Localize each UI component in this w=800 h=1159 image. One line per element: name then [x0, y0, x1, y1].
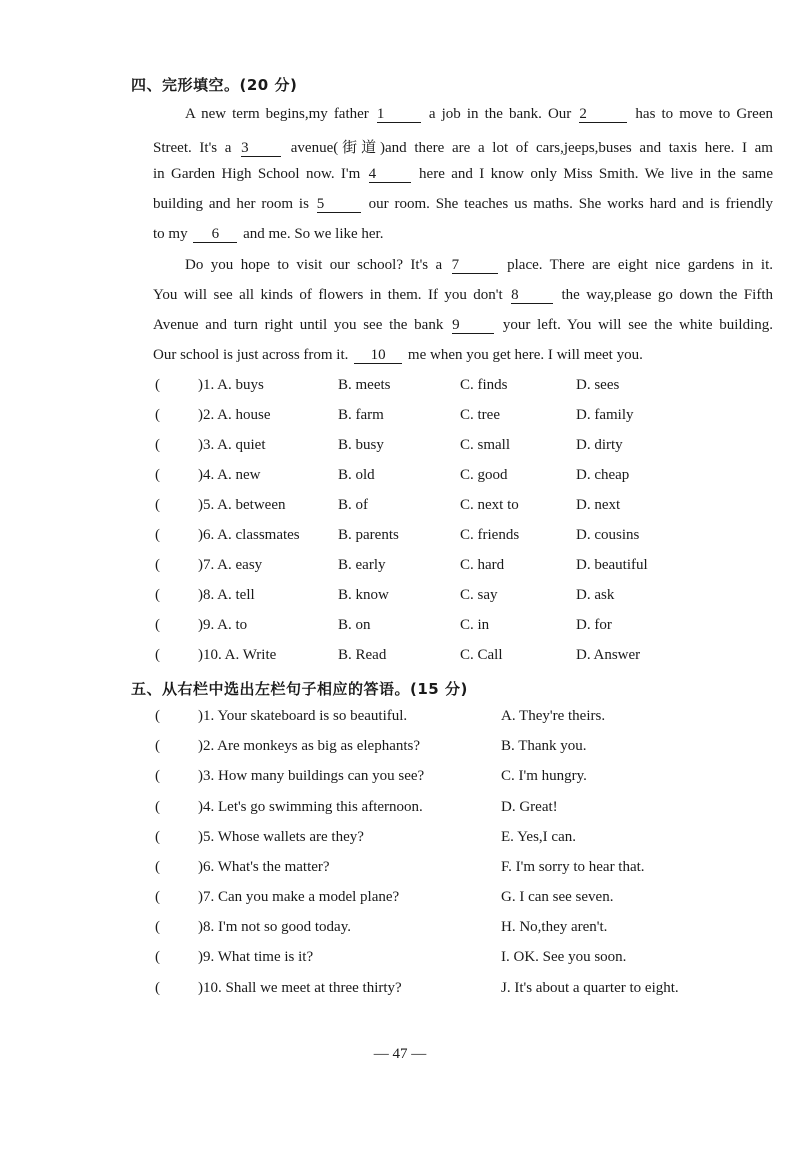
option-d: D. cheap: [576, 467, 630, 483]
match-item-10: [0, 980, 800, 1000]
answer-bracket[interactable]: (: [155, 919, 160, 935]
passage-text: Our school is just across from it.: [153, 347, 353, 363]
option-a: )1. A. buys: [198, 377, 264, 393]
answer-bracket[interactable]: (: [155, 708, 160, 724]
option-b: B. busy: [338, 437, 384, 453]
cloze-question-1: [0, 377, 800, 397]
match-question: )9. What time is it?: [198, 949, 314, 965]
option-c: C. finds: [460, 377, 508, 393]
option-b: B. know: [338, 587, 389, 603]
passage-line-5: [153, 226, 773, 243]
passage-line-3: [153, 166, 773, 183]
passage-text: our room. She teaches us maths. She works hard and is friendly: [362, 196, 773, 212]
passage-line-9: [153, 347, 773, 364]
option-b: B. parents: [338, 527, 399, 543]
match-answer: F. I'm sorry to hear that.: [501, 859, 645, 875]
blank-9[interactable]: 9: [452, 317, 494, 334]
option-d: D. Answer: [576, 647, 641, 663]
match-question: )4. Let's go swimming this afternoon.: [198, 799, 423, 815]
passage-line-7: [153, 287, 773, 304]
passage-line-1: [185, 106, 773, 123]
match-question: )7. Can you make a model plane?: [198, 889, 400, 905]
option-a: )6. A. classmates: [198, 527, 300, 543]
match-question: )6. What's the matter?: [198, 859, 330, 875]
passage-text: building and her room is: [153, 196, 315, 212]
match-item-1: [0, 708, 800, 728]
answer-bracket[interactable]: (: [155, 557, 160, 573]
option-a: )10. A. Write: [198, 647, 277, 663]
option-c: C. good: [460, 467, 508, 483]
option-d: D. beautiful: [576, 557, 648, 573]
blank-6[interactable]: 6: [193, 226, 237, 243]
match-item-7: [0, 889, 800, 909]
match-answer: E. Yes,I can.: [501, 829, 576, 845]
option-a: )7. A. easy: [198, 557, 263, 573]
cloze-question-8: [0, 587, 800, 607]
section-5-heading: 五、从右栏中选出左栏句子相应的答语。(15 分): [131, 680, 468, 698]
match-question: )8. I'm not so good today.: [198, 919, 351, 935]
answer-bracket[interactable]: (: [155, 889, 160, 905]
option-d: D. next: [576, 497, 621, 513]
option-c: C. tree: [460, 407, 500, 423]
match-answer: D. Great!: [501, 799, 558, 815]
answer-bracket[interactable]: (: [155, 497, 160, 513]
cloze-question-5: [0, 497, 800, 517]
cloze-question-4: [0, 467, 800, 487]
answer-bracket[interactable]: (: [155, 527, 160, 543]
passage-line-4: [153, 196, 773, 213]
match-answer: A. They're theirs.: [501, 708, 606, 724]
match-question: )10. Shall we meet at three thirty?: [198, 980, 402, 996]
option-c: C. next to: [460, 497, 519, 513]
passage-text: a job in the bank. Our: [422, 106, 578, 122]
answer-bracket[interactable]: (: [155, 467, 160, 483]
option-a: )8. A. tell: [198, 587, 255, 603]
option-c: C. Call: [460, 647, 503, 663]
match-item-5: [0, 829, 800, 849]
match-answer: C. I'm hungry.: [501, 768, 587, 784]
blank-1[interactable]: 1: [377, 106, 421, 123]
blank-7[interactable]: 7: [452, 257, 498, 274]
answer-bracket[interactable]: (: [155, 437, 160, 453]
passage-line-6: [185, 257, 773, 274]
option-b: B. farm: [338, 407, 384, 423]
cloze-question-2: [0, 407, 800, 427]
option-c: C. in: [460, 617, 490, 633]
match-answer: I. OK. See you soon.: [501, 949, 627, 965]
answer-bracket[interactable]: (: [155, 799, 160, 815]
option-c: C. friends: [460, 527, 520, 543]
cloze-question-10: [0, 647, 800, 667]
option-a: )5. A. between: [198, 497, 286, 513]
option-b: B. on: [338, 617, 371, 633]
answer-bracket[interactable]: (: [155, 587, 160, 603]
option-b: B. meets: [338, 377, 391, 393]
passage-line-2: [153, 136, 773, 157]
blank-4[interactable]: 4: [369, 166, 411, 183]
option-b: B. Read: [338, 647, 387, 663]
match-question: )1. Your skateboard is so beautiful.: [198, 708, 408, 724]
option-a: )3. A. quiet: [198, 437, 266, 453]
passage-text: place. There are eight nice gardens in it.: [499, 257, 773, 273]
answer-bracket[interactable]: (: [155, 377, 160, 393]
answer-bracket[interactable]: (: [155, 617, 160, 633]
answer-bracket[interactable]: (: [155, 859, 160, 875]
match-item-8: [0, 919, 800, 939]
match-item-9: [0, 949, 800, 969]
passage-text: here and I know only Miss Smith. We live in the same: [412, 166, 773, 182]
option-a: )2. A. house: [198, 407, 271, 423]
passage-text: the way,please go down the Fifth: [555, 287, 773, 303]
match-item-4: [0, 799, 800, 819]
option-d: D. dirty: [576, 437, 623, 453]
passage-text: to my: [153, 226, 192, 242]
answer-bracket[interactable]: (: [155, 407, 160, 423]
blank-2[interactable]: 2: [579, 106, 627, 123]
cloze-question-7: [0, 557, 800, 577]
passage-text: Do you hope to visit our school? It's a: [185, 257, 450, 273]
match-item-2: [0, 738, 800, 758]
match-item-6: [0, 859, 800, 879]
passage-text: You will see all kinds of flowers in them. If you don't: [153, 287, 510, 303]
option-c: C. say: [460, 587, 498, 603]
option-a: )4. A. new: [198, 467, 261, 483]
blank-10[interactable]: 10: [354, 347, 402, 364]
match-answer: G. I can see seven.: [501, 889, 614, 905]
answer-bracket[interactable]: (: [155, 768, 160, 784]
blank-3[interactable]: 3: [241, 140, 281, 157]
cloze-question-6: [0, 527, 800, 547]
match-answer: J. It's about a quarter to eight.: [501, 980, 679, 996]
answer-bracket[interactable]: (: [155, 949, 160, 965]
passage-text: A new term begins,my father: [185, 106, 375, 122]
section-4-heading: 四、完形填空。(20 分): [131, 76, 298, 94]
cloze-question-3: [0, 437, 800, 457]
match-question: )5. Whose wallets are they?: [198, 829, 364, 845]
option-a: )9. A. to: [198, 617, 248, 633]
answer-bracket[interactable]: (: [155, 738, 160, 754]
match-answer: H. No,they aren't.: [501, 919, 608, 935]
cloze-question-9: [0, 617, 800, 637]
passage-text: Avenue and turn right until you see the bank: [153, 317, 451, 333]
answer-bracket[interactable]: (: [155, 829, 160, 845]
option-d: D. cousins: [576, 527, 640, 543]
option-b: B. old: [338, 467, 375, 483]
passage-text: your left. You will see the white building.: [496, 317, 773, 333]
option-d: D. family: [576, 407, 634, 423]
option-b: B. early: [338, 557, 386, 573]
blank-5[interactable]: 5: [317, 196, 361, 213]
match-item-3: [0, 768, 800, 788]
option-b: B. of: [338, 497, 368, 513]
passage-text: Street. It's a: [153, 140, 240, 156]
page-number: — 47 —: [373, 1046, 427, 1062]
option-d: D. for: [576, 617, 612, 633]
option-c: C. hard: [460, 557, 505, 573]
match-question: )2. Are monkeys as big as elephants?: [198, 738, 421, 754]
answer-bracket[interactable]: (: [155, 647, 160, 663]
option-d: D. ask: [576, 587, 615, 603]
match-question: )3. How many buildings can you see?: [198, 768, 425, 784]
match-answer: B. Thank you.: [501, 738, 587, 754]
passage-text: and me. So we like her.: [239, 226, 384, 242]
passage-text: avenue(街道)and there are a lot of cars,jeeps,buses and taxis here. I am: [283, 140, 773, 156]
passage-text: has to move to Green: [629, 106, 773, 122]
answer-bracket[interactable]: (: [155, 980, 160, 996]
option-c: C. small: [460, 437, 511, 453]
option-d: D. sees: [576, 377, 620, 393]
blank-8[interactable]: 8: [511, 287, 553, 304]
passage-text: in Garden High School now. I'm: [153, 166, 367, 182]
passage-text: me when you get here. I will meet you.: [404, 347, 643, 363]
passage-line-8: [153, 317, 773, 334]
